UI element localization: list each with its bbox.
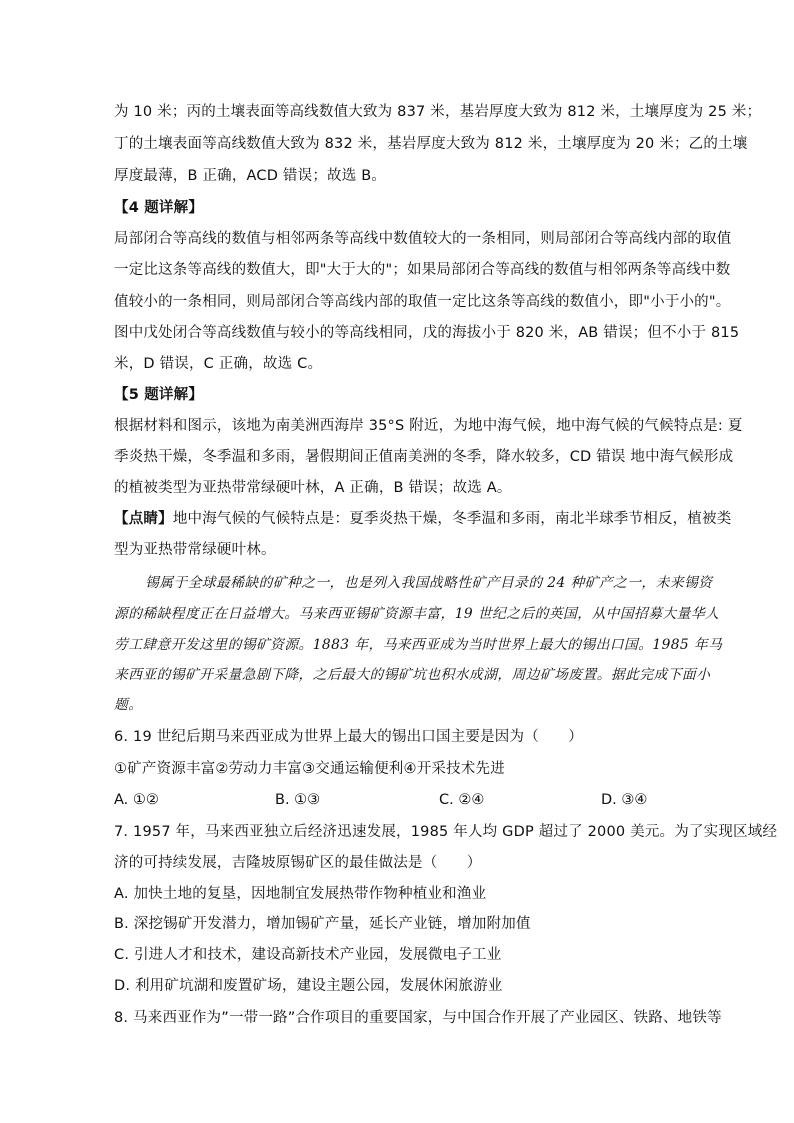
- note-text: 地中海气候的气候特点是：夏季炎热干燥，冬季温和多雨，南北半球季节相反，植被类: [172, 511, 732, 527]
- q6-choices: ①矿产资源丰富②劳动力丰富③交通运输便利④开采技术先进: [114, 761, 505, 777]
- analysis-q5-line-1: 根据材料和图示，该地为南美洲西海岸 35°S 附近，为地中海气候，地中海气候的气候特点是: 夏: [114, 418, 743, 434]
- q5-heading: 【5 题详解】: [114, 387, 204, 403]
- q6-option-a[interactable]: A. ①②: [114, 792, 159, 808]
- note-line-1: [114, 509, 731, 529]
- q6-option-d[interactable]: D. ③④: [601, 792, 648, 808]
- q6-option-b[interactable]: B. ①③: [275, 792, 321, 808]
- analysis-q4-line-3: 值较小的一条相同，则局部闭合等高线内部的取值一定比这条等高线的数值小，即"小于小的"。: [114, 294, 731, 310]
- analysis-q4-line-1: 局部闭合等高线的数值与相邻两条等高线中数值较大的一条相同，则局部闭合等高线内部的取值: [114, 231, 732, 247]
- q7-option-d[interactable]: D. 利用矿坑湖和废置矿场，建设主题公园，发展休闲旅游业: [114, 978, 503, 994]
- analysis-q4-line-2: 一定比这条等高线的数值大，即"大于大的"；如果局部闭合等高线的数值与相邻两条等高线中数: [114, 262, 731, 278]
- material-line-3: 劳工肆意开发这里的锡矿资源。1883 年，马来西亚成为当时世界上最大的锡出口国。1985 年马: [114, 637, 723, 653]
- q6-stem: 6. 19 世纪后期马来西亚成为世界上最大的锡出口国主要是因为（ ）: [114, 729, 584, 745]
- material-line-5: 题。: [114, 697, 143, 713]
- analysis-q5-line-2: 季炎热干燥，冬季温和多雨，暑假期间正值南美洲的冬季，降水较多，CD 错误 地中海气候形成: [114, 449, 734, 465]
- analysis-q3-line-1: 为 10 米；丙的土壤表面等高线数值大致为 837 米，基岩厚度大致为 812 米，土壤厚度为 25 米；: [114, 104, 762, 120]
- q7-option-a[interactable]: A. 加快土地的复垦，因地制宜发展热带作物种植业和渔业: [114, 886, 487, 902]
- q6-options: [114, 790, 674, 810]
- analysis-q4-line-4: 图中戊处闭合等高线数值与较小的等高线相同，戊的海拔小于 820 米，AB 错误；但不小于 815: [114, 325, 740, 341]
- material-line-4: 来西亚的锡矿开采量急剧下降，之后最大的锡矿坑也积水成湖，周边矿场废置。据此完成下面小: [114, 667, 711, 683]
- q4-heading: 【4 题详解】: [114, 200, 204, 216]
- note-label: 【点睛】: [114, 511, 173, 527]
- analysis-q5-line-3: 的植被类型为亚热带常绿硬叶林，A 正确，B 错误；故选 A。: [114, 480, 512, 496]
- q7-option-b[interactable]: B. 深挖锡矿开发潜力，增加锡矿产量，延长产业链，增加附加值: [114, 916, 531, 932]
- q7-stem-line-2: 济的可持续发展，吉隆坡原锡矿区的最佳做法是（ ）: [114, 855, 482, 871]
- note-line-2: 型为亚热带常绿硬叶林。: [114, 542, 276, 558]
- analysis-q4-line-5: 米，D 错误，C 正确，故选 C。: [114, 356, 323, 372]
- material-line-2: 源的稀缺程度正在日益增大。马来西亚锡矿资源丰富，19 世纪之后的英国，从中国招募大量华人: [114, 606, 720, 622]
- material-line-1: 锡属于全球最稀缺的矿种之一，也是列入我国战略性矿产目录的 24 种矿产之一，未来锡资: [145, 575, 713, 591]
- q7-stem-line-1: 7. 1957 年，马来西亚独立后经济迅速发展，1985 年人均 GDP 超过了 2000 美元。为了实现区域经: [114, 824, 778, 840]
- q8-stem: 8. 马来西亚作为”一带一路”合作项目的重要国家，与中国合作开展了产业园区、铁路、地铁等: [114, 1010, 722, 1026]
- analysis-q3-line-3: 厚度最薄，B 正确，ACD 错误；故选 B。: [114, 168, 387, 184]
- q7-option-c[interactable]: C. 引进人才和技术，建设高新技术产业园，发展微电子工业: [114, 947, 502, 963]
- analysis-q3-line-2: 丁的土壤表面等高线数值大致为 832 米，基岩厚度大致为 812 米，土壤厚度为 20 米；乙的土壤: [114, 136, 748, 152]
- q6-option-c[interactable]: C. ②④: [439, 792, 485, 808]
